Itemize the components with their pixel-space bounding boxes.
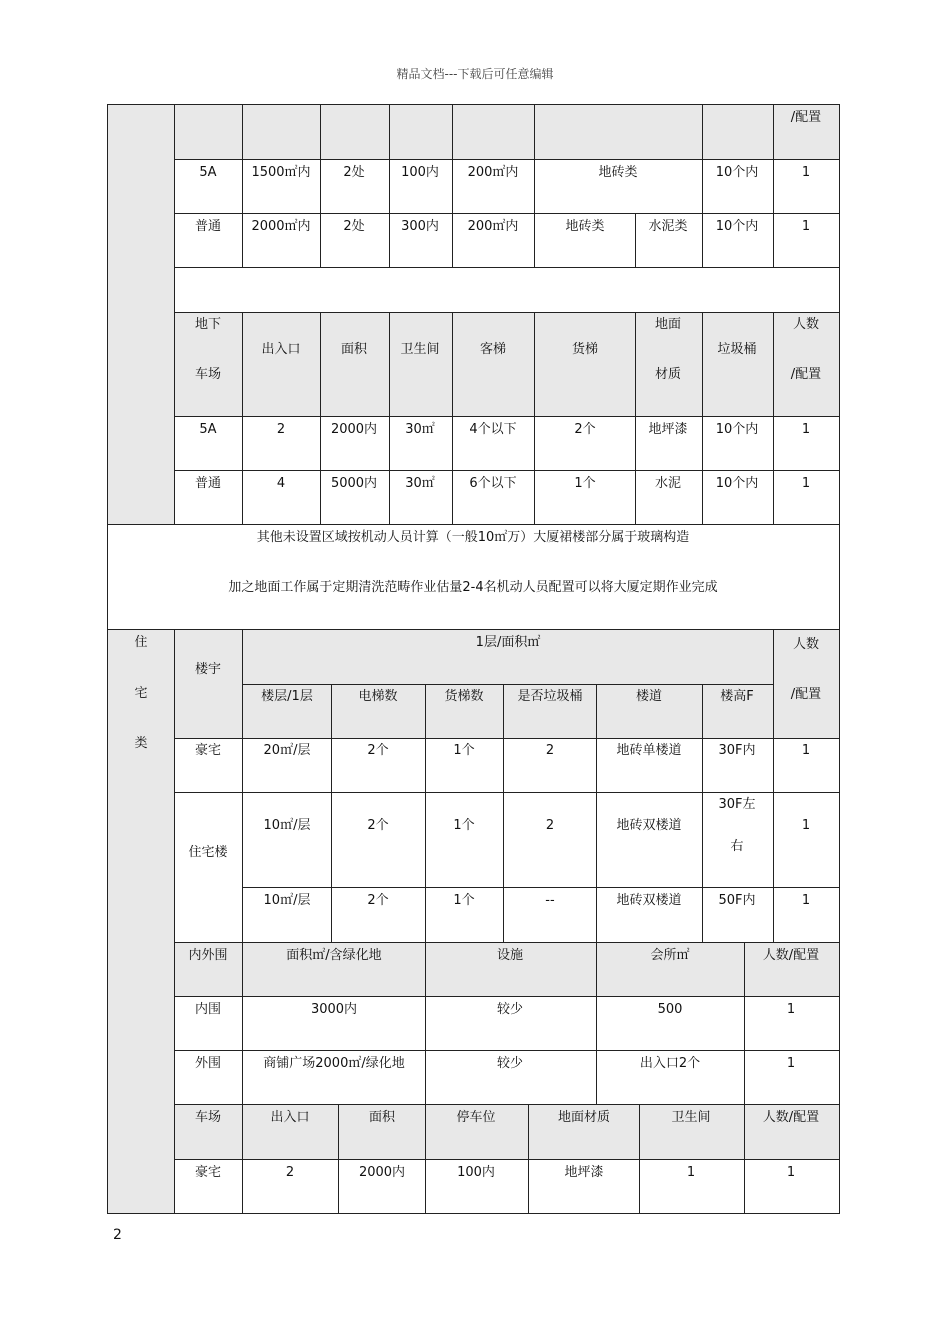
row-type: 5A [199,165,217,180]
garage-header-row [174,312,840,416]
row-height: 50F内 [718,893,756,908]
row-freight: 2个 [574,422,596,437]
row-stairs: 地砖双楼道 [616,893,682,908]
row-area: 1500㎡内 [251,165,311,180]
row-staff: 1 [786,1002,796,1017]
row-toilets: 300内 [401,219,439,234]
row-lobby: 200㎡内 [467,165,519,180]
header-staff: 人数/配置 [762,948,820,963]
row-entrances: 2 [285,1165,295,1180]
header-toilet: 卫生间 [400,342,440,357]
row-building: 住宅楼 [188,845,228,860]
row-zone: 外围 [194,1056,222,1071]
row-type: 5A [199,422,217,437]
row-parking: 100内 [457,1165,495,1180]
row-area: 5000内 [330,476,378,491]
row-toilets: 100内 [401,165,439,180]
header-parking: 停车位 [456,1110,496,1125]
row-lobby: 200㎡内 [467,219,519,234]
row-bins: 10个内 [715,476,759,491]
note-line-2: 加之地面工作属于定期清洗范畴作业估量2-4名机动人员配置可以将大厦定期作业完成 [228,580,718,595]
row-height-b: 右 [730,839,744,854]
row-elevators: 2个 [367,743,389,758]
row-bins: 10个内 [715,165,759,180]
row-area: 3000内 [310,1002,358,1017]
header-stairs: 楼道 [635,689,663,704]
header-staff-a: 人数 [792,637,820,652]
header-area: 面积 [340,342,368,357]
row-bins: 10个内 [715,219,759,234]
row-staff: 1 [801,818,811,833]
row-toilet: 30㎡ [405,422,435,437]
row-elevators: 2个 [367,818,389,833]
row-building: 豪宅 [194,743,222,758]
row-floor: 地砖类 [598,165,638,180]
row-floor-area: 20㎡/层 [263,743,311,758]
row-elevators: 2个 [367,893,389,908]
category-char-3: 类 [134,736,148,751]
row-staff: 1 [801,893,811,908]
header-area-green: 面积㎡/含绿化地 [286,948,382,963]
header-toilet: 卫生间 [671,1110,711,1125]
row-entrances: 2处 [343,219,365,234]
row-stairs: 地砖双楼道 [616,818,682,833]
page-header: 精品文档---下载后可任意编辑 [396,67,554,81]
row-area: 商铺广场2000㎡/绿化地 [263,1056,405,1071]
residential-category-block [107,629,174,1214]
row-type: 普通 [194,476,222,491]
header-floor-area: 楼层/1层 [261,689,313,704]
header-underground: 地下 [194,317,222,332]
header-zone: 内外围 [188,948,228,963]
header-bins: 是否垃圾桶 [517,689,583,704]
row-lift: 6个以下 [469,476,517,491]
header-entrances: 出入口 [261,342,301,357]
row-floor-b: 水泥类 [648,219,688,234]
top-row-empty [174,104,840,159]
row-staff: 1 [801,743,811,758]
row-lift: 4个以下 [469,422,517,437]
header-staff: 人数/配置 [762,1110,820,1125]
header-staff-b: /配置 [790,687,822,702]
header-facilities: 设施 [496,948,524,963]
row-staff: 1 [801,219,811,234]
row-type: 普通 [194,219,222,234]
header-clubhouse: 会所㎡ [650,948,690,963]
header-elevators: 电梯数 [358,689,398,704]
row-staff: 1 [786,1056,796,1071]
row-floor-area: 10㎡/层 [263,893,311,908]
header-floor-b: 材质 [654,367,682,382]
page-number: 2 [113,1227,122,1243]
header-staff-b: /配置 [790,367,822,382]
row-bins: 2 [545,743,555,758]
row-floor-area: 10㎡/层 [263,818,311,833]
row-floor-a: 地砖类 [565,219,605,234]
row-area: 2000内 [358,1165,406,1180]
header-garage: 车场 [194,367,222,382]
header-freight: 货梯数 [444,689,484,704]
header-area: 面积 [368,1110,396,1125]
row-freight: 1个 [453,743,475,758]
row-height-a: 30F左 [718,797,756,812]
row-area: 2000内 [330,422,378,437]
header-floor-a: 地面 [654,317,682,332]
row-floor-material: 地坪漆 [564,1165,604,1180]
row-freight: 1个 [453,893,475,908]
row-height: 30F内 [718,743,756,758]
row-staff: 1 [801,422,811,437]
row-toilet: 1 [686,1165,696,1180]
row-stairs: 地砖单楼道 [616,743,682,758]
left-category-block-top [107,104,174,525]
header-building: 楼宇 [194,662,222,677]
row-clubhouse: 出入口2个 [639,1056,701,1071]
row-facilities: 较少 [496,1002,524,1017]
header-garage: 车场 [194,1110,222,1125]
header-bins: 垃圾桶 [717,342,757,357]
header-height: 楼高F [720,689,754,704]
row-entrances: 2 [276,422,286,437]
row-area: 2000㎡内 [251,219,311,234]
row-bins: 10个内 [715,422,759,437]
row-floor: 水泥 [654,476,682,491]
row-entrances: 2处 [343,165,365,180]
row-facilities: 较少 [496,1056,524,1071]
row-staff: 1 [786,1165,796,1180]
row-staff: 1 [801,165,811,180]
row-toilet: 30㎡ [405,476,435,491]
header-passenger-lift: 客梯 [479,342,507,357]
row-type: 豪宅 [194,1165,222,1180]
header-freight-lift: 货梯 [571,342,599,357]
header-entrances: 出入口 [270,1110,310,1125]
note-line-1: 其他未设置区域按机动人员计算（一般10㎡万）大厦裙楼部分属于玻璃构造 [256,530,690,545]
row-clubhouse: 500 [657,1002,683,1017]
category-char-1: 住 [134,635,148,650]
header-staff-a: 人数 [792,317,820,332]
row-bins: -- [545,893,555,908]
row-entrances: 4 [276,476,286,491]
row-zone: 内围 [194,1002,222,1017]
header-floor-material: 地面材质 [557,1110,611,1125]
top-row-staff-tail: /配置 [790,110,822,125]
row-floor: 地坪漆 [648,422,688,437]
category-char-2: 宅 [134,686,148,701]
row-freight: 1个 [574,476,596,491]
row-staff: 1 [801,476,811,491]
row-bins: 2 [545,818,555,833]
row-freight: 1个 [453,818,475,833]
header-group: 1层/面积㎡ [475,635,541,650]
